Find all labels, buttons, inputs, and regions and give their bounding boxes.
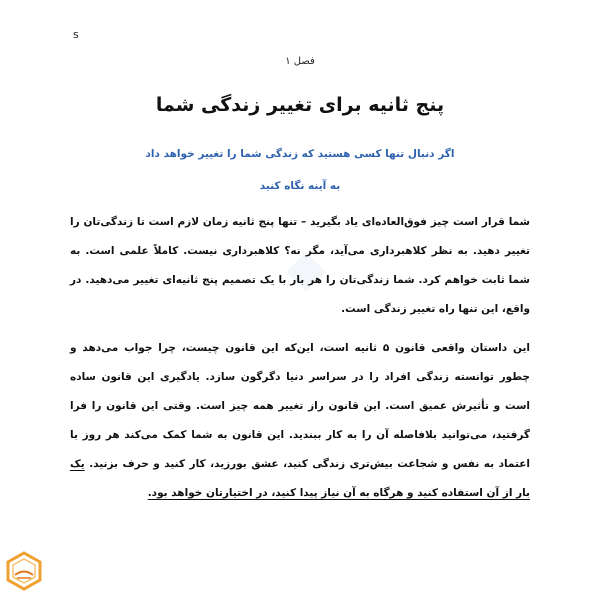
chapter-title: پنج ثانیه برای تغییر زندگی شما: [155, 94, 445, 116]
body-text: [70, 208, 530, 508]
paragraph-2-text: این داستان واقعی قانون ۵ ثانیه است، این‌که این قانون چیست، چرا جواب می‌دهد و چطور توانسته زندگی افراد را در سراسر دنیا دگرگون سازد. یادگیری این قانون ساده است و تأثیرش عمیق است. این قانون راز تغییر همه چیز است. وقتی این قانون را فرا گرفتید، می‌توانید بلافاصله آن را به کار ببندید. این قانون به شما کمک می‌کند هر روز با اعتماد به نفس و شجاعت بیش‌تری زندگی کنید، عشق بورزید، کار کنید و حرف بزنید.: [70, 342, 531, 470]
page-number: s: [73, 28, 79, 41]
publisher-logo-icon: [4, 551, 44, 591]
subtitle-line-1: اگر دنبال تنها کسی هستید که زندگی شما را تغییر خواهد داد: [145, 148, 455, 160]
paragraph-2-underlined-text: یک بار از آن استفاده کنید و هرگاه به آن نیاز پیدا کنید، در اختیارتان خواهد بود.: [70, 458, 530, 499]
subtitle-line-2: به آینه نگاه کنید: [259, 180, 341, 192]
chapter-label: فصل ۱: [285, 56, 315, 67]
paragraph-2: [70, 334, 530, 508]
paragraph-1: شما قرار است چیز فوق‌العاده‌ای یاد بگیرید – تنها پنج ثانیه زمان لازم است تا زندگی‌تان را تغییر دهید. به نظر کلاهبرداری می‌آید، مگر نه؟ کلاهبرداری نیست. کاملاً علمی است. به شما ثابت خواهم کرد. شما زندگی‌تان را هر بار با یک تصمیم پنج ثانیه‌ای تغییر می‌دهید. در واقع، این تنها راه تغییر زندگی است.: [70, 216, 530, 315]
